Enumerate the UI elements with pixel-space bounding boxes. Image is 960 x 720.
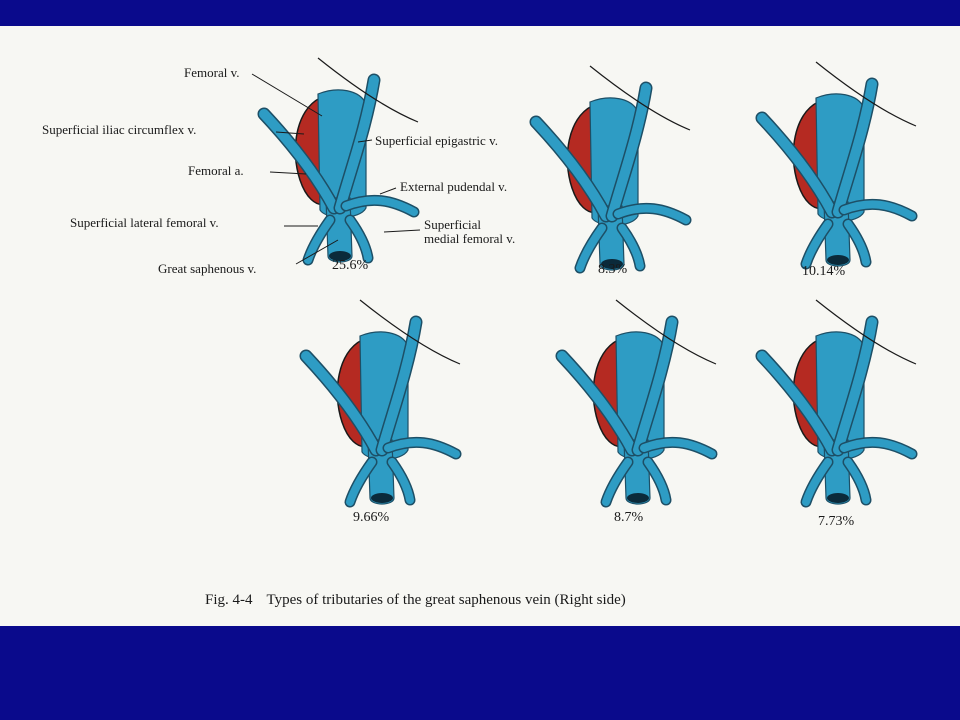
type-1-percent: 25.6% (332, 258, 369, 273)
type-5-percent: 8.7% (614, 510, 644, 525)
figure-caption (205, 592, 626, 609)
bottom-frame-bar (0, 626, 960, 720)
figure-panel (0, 26, 960, 626)
type-2-percent: 8.3% (598, 262, 628, 277)
femoral-vein-label: Femoral v. (184, 65, 240, 80)
superficial-lateral-femoral-vein-label: Superficial lateral femoral v. (70, 215, 219, 230)
saphenous-tributaries-figure (0, 26, 960, 626)
top-frame-bar (0, 0, 960, 26)
type-6-percent: 7.73% (818, 514, 855, 529)
type-3-percent: 10.14% (802, 264, 846, 279)
figure-number: Fig. 4-4 (205, 592, 253, 608)
femoral-artery-label: Femoral a. (188, 163, 244, 178)
superficial-iliac-circumflex-vein-label: Superficial iliac circumflex v. (42, 122, 197, 137)
type-2-drawing (536, 66, 690, 270)
superficial-medial-femoral-vein-label-line1: Superficial (424, 217, 482, 232)
type-5-drawing (562, 300, 716, 504)
type-4-percent: 9.66% (353, 510, 390, 525)
superficial-epigastric-vein-label: Superficial epigastric v. (375, 133, 498, 148)
caption-text: Types of tributaries of the great saphenous vein (Right side) (266, 592, 626, 608)
type-4-drawing (306, 300, 460, 504)
external-pudendal-vein-label: External pudendal v. (400, 179, 508, 194)
superficial-medial-femoral-vein-label-line2: medial femoral v. (424, 231, 516, 246)
type-6-drawing (762, 300, 916, 504)
type-3-drawing (762, 62, 916, 266)
great-saphenous-vein-label: Great saphenous v. (158, 261, 257, 276)
